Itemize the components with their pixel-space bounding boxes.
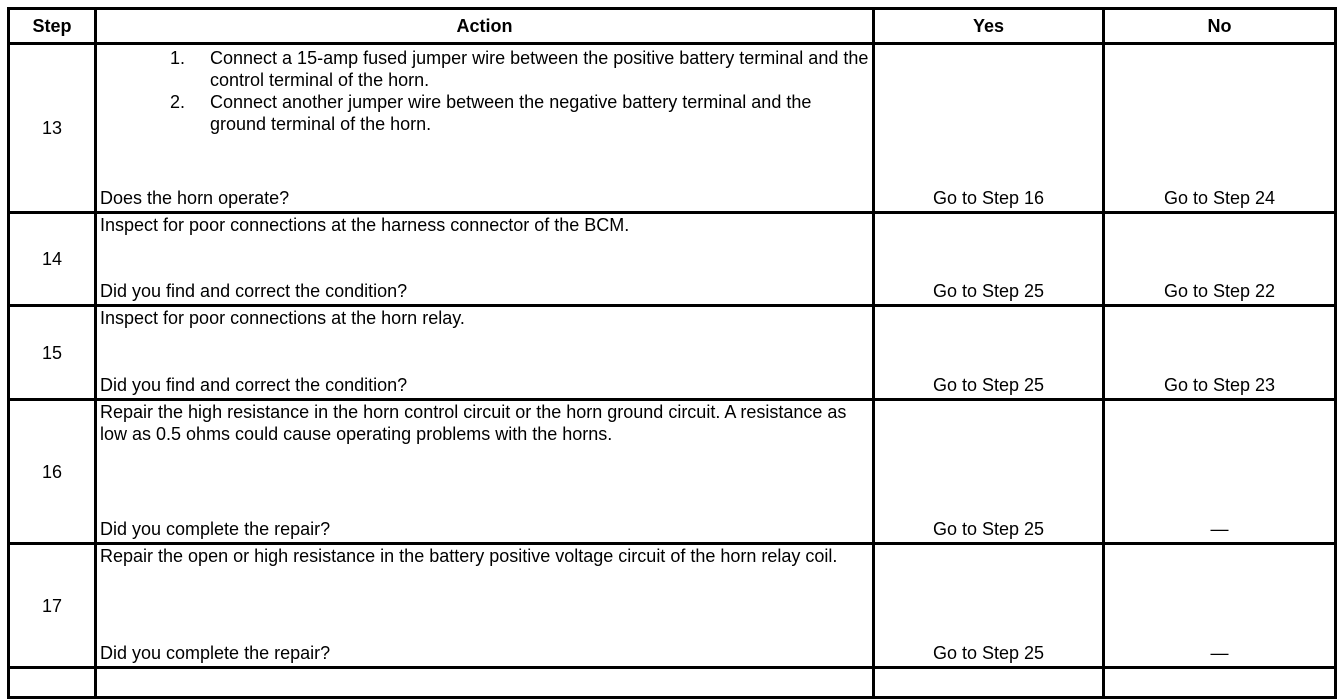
no-result: — [1104, 400, 1336, 544]
action-cell [96, 306, 874, 400]
table-row [9, 44, 1336, 213]
header-yes: Yes [874, 9, 1104, 44]
step-number: 15 [9, 306, 96, 400]
yes-cell [874, 668, 1104, 698]
step-cell [9, 668, 96, 698]
step-number: 17 [9, 544, 96, 668]
header-row [9, 9, 1336, 44]
action-cell [96, 668, 874, 698]
action-cell [96, 400, 874, 544]
yes-result: Go to Step 25 [874, 306, 1104, 400]
action-question: Did you complete the repair? [100, 643, 331, 663]
no-result: — [1104, 544, 1336, 668]
yes-result: Go to Step 25 [874, 544, 1104, 668]
action-text: Inspect for poor connections at the harness connector of the BCM. [100, 215, 630, 235]
action-question: Did you find and correct the condition? [100, 375, 408, 395]
action-cell [96, 44, 874, 213]
action-list-item: 1. Connect a 15-amp fused jumper wire between the positive battery terminal and the control terminal of the horn. [190, 47, 869, 91]
action-question: Did you complete the repair? [100, 519, 331, 539]
table-row [9, 544, 1336, 668]
action-text: Repair the high resistance in the horn control circuit or the horn ground circuit. A resistance as low as 0.5 ohms could cause operating problems with the horns. [100, 402, 847, 444]
step-number: 16 [9, 400, 96, 544]
header-no: No [1104, 9, 1336, 44]
no-result: Go to Step 22 [1104, 213, 1336, 306]
action-question: Does the horn operate? [100, 188, 290, 208]
diagnostic-table [7, 7, 1337, 699]
action-cell [96, 544, 874, 668]
action-text: Inspect for poor connections at the horn relay. [100, 308, 465, 328]
step-number: 14 [9, 213, 96, 306]
action-list-item: 2. Connect another jumper wire between the negative battery terminal and the ground terminal of the horn. [190, 91, 869, 135]
step-number: 13 [9, 44, 96, 213]
no-result: Go to Step 24 [1104, 44, 1336, 213]
action-question: Did you find and correct the condition? [100, 281, 408, 301]
action-list [100, 47, 869, 135]
action-text: Repair the open or high resistance in the battery positive voltage circuit of the horn relay coil. [100, 546, 838, 566]
no-cell [1104, 668, 1336, 698]
no-result: Go to Step 23 [1104, 306, 1336, 400]
table-row [9, 213, 1336, 306]
table-row [9, 400, 1336, 544]
action-cell [96, 213, 874, 306]
yes-result: Go to Step 25 [874, 400, 1104, 544]
header-action: Action [96, 9, 874, 44]
table-row-partial [9, 668, 1336, 698]
yes-result: Go to Step 16 [874, 44, 1104, 213]
table-row [9, 306, 1336, 400]
header-step: Step [9, 9, 96, 44]
yes-result: Go to Step 25 [874, 213, 1104, 306]
